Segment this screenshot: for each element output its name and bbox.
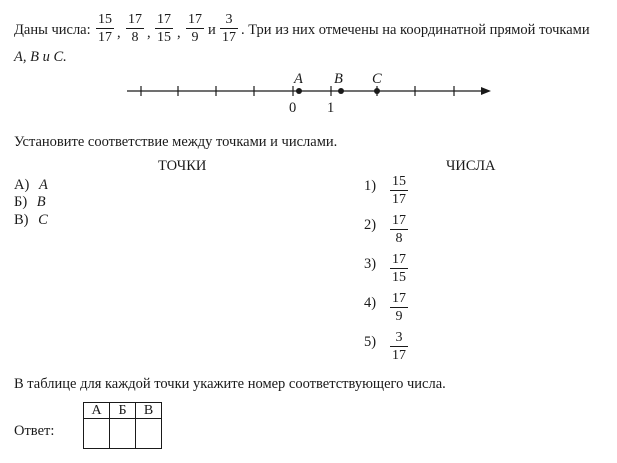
- number-index-4: 4): [364, 295, 377, 311]
- fraction-numerator: 17: [392, 291, 406, 306]
- fraction-numerator: 3: [395, 330, 403, 345]
- number-line-arrowhead: [481, 87, 491, 95]
- fraction-bar: [390, 190, 408, 191]
- number-index-3: 3): [364, 256, 377, 272]
- tick-label-zero: 0: [289, 100, 297, 116]
- number-fraction-1: [390, 174, 408, 207]
- number-index-1: 1): [364, 178, 377, 194]
- fraction-denominator: 17: [98, 30, 112, 45]
- fraction-numerator: 15: [98, 12, 112, 27]
- fraction-bar: [390, 307, 408, 308]
- answer-col-b: Б: [110, 403, 136, 419]
- intro-comma: ,: [177, 25, 181, 41]
- fraction-bar: [390, 229, 408, 230]
- answer-cell-c[interactable]: [136, 419, 162, 449]
- answer-table: [83, 402, 162, 449]
- instruction-text: Установите соответствие между точками и числами.: [14, 134, 338, 150]
- point-letter: А): [14, 177, 30, 193]
- point-name: B: [36, 194, 46, 210]
- fraction-numerator: 3: [225, 12, 233, 27]
- number-fraction-2: [390, 213, 408, 246]
- fraction-denominator: 17: [392, 348, 406, 363]
- fraction-numerator: 17: [392, 213, 406, 228]
- answer-cell-a[interactable]: [84, 419, 110, 449]
- fraction-denominator: 17: [392, 192, 406, 207]
- fraction-bar: [390, 346, 408, 347]
- number-index-5: 5): [364, 334, 377, 350]
- fraction-numerator: 17: [392, 252, 406, 267]
- fraction-denominator: 9: [395, 309, 403, 324]
- point-letter: Б): [14, 194, 28, 210]
- point-item-b: [14, 194, 46, 210]
- answer-cell-b[interactable]: [110, 419, 136, 449]
- fraction-denominator: 17: [222, 30, 236, 45]
- number-line: [0, 0, 617, 120]
- point-item-a: [14, 177, 48, 193]
- point-item-c: [14, 212, 48, 228]
- intro-suffix: . Три из них отмечены на координатной прямой точками: [241, 22, 590, 38]
- fraction-numerator: 17: [157, 12, 171, 27]
- intro-line2: A, B и C.: [14, 49, 67, 65]
- intro-comma: ,: [117, 25, 121, 41]
- point-name: A: [38, 177, 48, 193]
- point-c-label: C: [372, 71, 382, 87]
- point-c-dot: [374, 88, 380, 94]
- header-numbers: ЧИСЛА: [446, 158, 496, 174]
- answer-header-row: [84, 403, 162, 419]
- number-fraction-4: [390, 291, 408, 324]
- fraction-denominator: 9: [191, 30, 199, 45]
- number-fraction-5: [390, 330, 408, 363]
- fraction-bar: [390, 268, 408, 269]
- answer-label: Ответ:: [14, 423, 55, 439]
- point-letter: В): [14, 212, 29, 228]
- header-points: ТОЧКИ: [158, 158, 207, 174]
- fraction-numerator: 17: [128, 12, 142, 27]
- point-a-dot: [296, 88, 302, 94]
- fraction-denominator: 8: [395, 231, 403, 246]
- point-name: C: [38, 212, 48, 228]
- answer-col-a: А: [84, 403, 110, 419]
- fraction-denominator: 8: [131, 30, 139, 45]
- point-b-dot: [338, 88, 344, 94]
- fraction-numerator: 17: [188, 12, 202, 27]
- fraction-denominator: 15: [157, 30, 171, 45]
- table-instruction: В таблице для каждой точки укажите номер соответствующего числа.: [14, 376, 446, 392]
- point-b-label: B: [334, 71, 343, 87]
- answer-col-c: В: [136, 403, 162, 419]
- answer-value-row: [84, 419, 162, 449]
- intro-prefix: Даны числа:: [14, 22, 91, 38]
- fraction-denominator: 15: [392, 270, 406, 285]
- number-fraction-3: [390, 252, 408, 285]
- intro-and: и: [208, 22, 216, 38]
- tick-label-one: 1: [327, 100, 335, 116]
- point-a-label: A: [294, 71, 303, 87]
- number-index-2: 2): [364, 217, 377, 233]
- fraction-numerator: 15: [392, 174, 406, 189]
- intro-comma: ,: [147, 25, 151, 41]
